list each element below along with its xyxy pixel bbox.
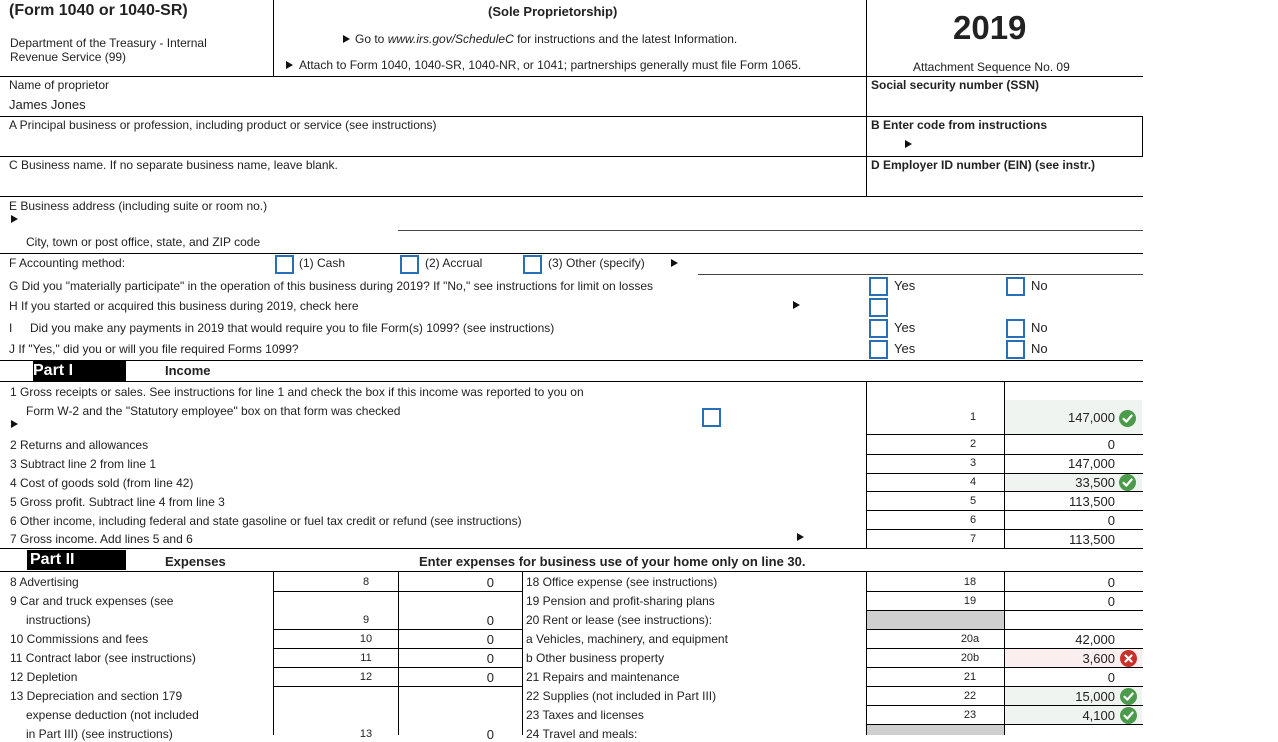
line-2-number: 2: [969, 438, 977, 450]
rule: [866, 454, 1143, 455]
line-10-label: 10 Commissions and fees: [10, 632, 149, 646]
rule: [273, 629, 522, 630]
rule: [866, 491, 1143, 492]
question-j: J If "Yes," did you or will you file required Forms 1099?: [9, 342, 299, 356]
question-g: G Did you "materially participate" in the operation of this business during 2019? If "No," see instructions for limit on losses: [9, 279, 654, 293]
rule: [866, 473, 1143, 474]
question-i: Did you make any payments in 2019 that would require you to file Form(s) 1099? (see instructions): [30, 321, 555, 335]
rule: [0, 571, 1143, 572]
arrow-icon: [793, 301, 800, 309]
line-8-number: 8: [362, 576, 370, 588]
line-23-amount[interactable]: 4,100: [1082, 708, 1115, 723]
line-3-number: 3: [969, 457, 977, 469]
line-4-amount[interactable]: 33,500: [1075, 475, 1115, 490]
line-7-number: 7: [969, 533, 977, 545]
line-20b-number: 20b: [960, 652, 980, 664]
rule: [866, 510, 1143, 511]
rule: [0, 548, 1143, 549]
error-x-icon: [1120, 650, 1137, 667]
line-22-label: 22 Supplies (not included in Part III): [526, 689, 717, 703]
goto-pre: Go to: [355, 32, 388, 46]
rule: [273, 648, 522, 649]
goto-url: www.irs.gov/ScheduleC: [387, 32, 514, 46]
g-no-checkbox[interactable]: [1006, 277, 1025, 296]
line-21-label: 21 Repairs and maintenance: [526, 670, 680, 684]
rule: [273, 686, 522, 687]
line-9-number: 9: [362, 614, 370, 626]
cash-label: (1) Cash: [299, 256, 346, 270]
line-1-number: 1: [969, 411, 977, 423]
question-i-letter: I: [9, 321, 13, 335]
ssn-label: Social security number (SSN): [871, 78, 1040, 92]
line-3-amount: 147,000: [1068, 456, 1115, 471]
accrual-label: (2) Accrual: [425, 256, 483, 270]
cash-checkbox[interactable]: [275, 255, 294, 274]
rule: [866, 381, 867, 549]
i-no-label: No: [1031, 320, 1048, 335]
rule: [0, 116, 866, 117]
j-no-label: No: [1031, 341, 1048, 356]
arrow-icon: [905, 140, 912, 148]
business-address-label: E Business address (including suite or room no.): [9, 199, 268, 213]
line-20-shaded-cell: [867, 611, 1004, 629]
identity-divider: [866, 76, 867, 196]
rule: [866, 116, 1142, 117]
line-2-amount[interactable]: 0: [1107, 437, 1115, 452]
line-5-number: 5: [969, 495, 977, 507]
goto-line: [355, 33, 737, 45]
line-11-label: 11 Contract labor (see instructions): [10, 651, 196, 665]
line-20a-label: a Vehicles, machinery, and equipment: [526, 632, 728, 646]
name-label: Name of proprietor: [9, 78, 110, 92]
line-20a-amount[interactable]: 42,000: [1075, 632, 1115, 647]
line-13-number: 13: [359, 728, 373, 740]
attachment-sequence: Attachment Sequence No. 09: [913, 60, 1070, 74]
g-yes-label: Yes: [894, 278, 916, 293]
header-divider-right: [866, 0, 867, 76]
valid-check-icon: [1120, 707, 1137, 724]
valid-check-icon: [1119, 410, 1136, 427]
goto-post: for instructions and the latest Information.: [513, 32, 738, 46]
rule: [0, 156, 1143, 157]
line-1-amount[interactable]: 147,000: [1068, 410, 1115, 425]
i-no-checkbox[interactable]: [1006, 319, 1025, 338]
j-yes-label: Yes: [894, 341, 916, 356]
rule: [866, 705, 1143, 706]
line-19-amount[interactable]: 0: [1107, 594, 1115, 609]
arrow-icon: [11, 215, 18, 223]
rule: [866, 571, 867, 735]
line-9-label-a: 9 Car and truck expenses (see: [10, 594, 174, 608]
other-method-input-line[interactable]: [698, 274, 1143, 275]
rule: [398, 571, 399, 735]
other-method-checkbox[interactable]: [523, 255, 542, 274]
other-method-label: (3) Other (specify): [548, 256, 645, 270]
line-2-label: 2 Returns and allowances: [10, 438, 149, 452]
line-6-label: 6 Other income, including federal and state gasoline or fuel tax credit or refund (see instructions): [10, 514, 522, 528]
line-20a-number: 20a: [960, 633, 980, 645]
rule: [866, 724, 1143, 725]
line-22-amount[interactable]: 15,000: [1075, 689, 1115, 704]
line-18-number: 18: [963, 576, 977, 588]
g-yes-checkbox[interactable]: [869, 277, 888, 296]
rule: [866, 686, 1143, 687]
part-1-title: Income: [165, 363, 211, 378]
line-6-amount[interactable]: 0: [1107, 513, 1115, 528]
rule: [0, 76, 1143, 77]
ein-label: D Employer ID number (EIN) (see instr.): [871, 158, 1096, 172]
line-6-number: 6: [969, 514, 977, 526]
line-9-label-b: instructions): [26, 613, 91, 627]
business-name-label: C Business name. If no separate business name, leave blank.: [9, 158, 338, 172]
line-23-number: 23: [963, 709, 977, 721]
line-24-shaded-cell: [867, 725, 1004, 735]
part-2-title: Expenses: [165, 554, 226, 569]
form-subtitle: (Sole Proprietorship): [488, 4, 618, 19]
rule: [866, 434, 1143, 435]
line-11-number: 11: [360, 652, 372, 664]
line-22-number: 22: [963, 690, 977, 702]
line-12-amount[interactable]: 0: [486, 670, 494, 685]
line-1-label-b: Form W-2 and the "Statutory employee" box on that form was checked: [26, 404, 401, 418]
city-label: City, town or post office, state, and ZIP code: [26, 235, 261, 249]
part-1-tag-text: Part I: [33, 362, 74, 379]
rule: [866, 529, 1143, 530]
statutory-employee-checkbox[interactable]: [702, 408, 721, 427]
i-yes-label: Yes: [894, 320, 916, 335]
question-h: H If you started or acquired this business during 2019, check here: [9, 299, 359, 313]
j-no-checkbox[interactable]: [1006, 340, 1025, 359]
arrow-icon: [11, 420, 18, 428]
part-2-tag: [27, 550, 126, 570]
accrual-checkbox[interactable]: [400, 255, 419, 274]
line-4-label: 4 Cost of goods sold (from line 42): [10, 476, 194, 490]
line-13-label-c: in Part III) (see instructions): [26, 727, 173, 741]
arrow-icon: [671, 259, 678, 267]
line-7-label: 7 Gross income. Add lines 5 and 6: [10, 532, 193, 546]
line-23-label: 23 Taxes and licenses: [526, 708, 644, 722]
line-21-amount[interactable]: 0: [1107, 670, 1115, 685]
line-18-label: 18 Office expense (see instructions): [526, 575, 718, 589]
part-1-tag: [33, 361, 126, 381]
home-use-note: Enter expenses for business use of your home only on line 30.: [419, 554, 806, 569]
line-19-number: 19: [963, 595, 977, 607]
line-10-number: 10: [359, 633, 373, 645]
line-10-amount[interactable]: 0: [486, 632, 494, 647]
part-2-tag-text: Part II: [30, 551, 75, 568]
line-1-label-a: 1 Gross receipts or sales. See instructions for line 1 and check the box if this income was reported to you on: [10, 385, 584, 399]
line-21-number: 21: [963, 671, 977, 683]
line-19-label: 19 Pension and profit-sharing plans: [526, 594, 715, 608]
line-20b-label: b Other business property: [526, 651, 665, 665]
rule: [522, 571, 523, 735]
line-5-amount: 113,500: [1068, 494, 1115, 509]
business-code-label: B Enter code from instructions: [871, 118, 1048, 132]
i-yes-checkbox[interactable]: [869, 319, 888, 338]
line-13-label-b: expense deduction (not included: [26, 708, 199, 722]
line-13-label-a: 13 Depreciation and section 179: [10, 689, 183, 703]
rule: [866, 629, 1143, 630]
line-9-amount[interactable]: 0: [486, 613, 494, 628]
accounting-method-label: F Accounting method:: [9, 256, 126, 270]
valid-check-icon: [1120, 688, 1137, 705]
line-3-label: 3 Subtract line 2 from line 1: [10, 457, 157, 471]
proprietor-name-field[interactable]: James Jones: [9, 97, 86, 112]
rule: [0, 253, 1143, 254]
arrow-icon: [286, 61, 293, 69]
rule: [866, 667, 1143, 668]
line-4-number: 4: [969, 476, 977, 488]
line-8-label: 8 Advertising: [10, 575, 79, 589]
form-id: (Form 1040 or 1040-SR): [9, 2, 188, 19]
line-24-label: 24 Travel and meals:: [526, 727, 638, 741]
g-no-label: No: [1031, 278, 1048, 293]
rule: [273, 571, 274, 735]
rule: [0, 196, 1143, 197]
rule: [1142, 116, 1143, 156]
rule: [273, 591, 522, 592]
line-5-label: 5 Gross profit. Subtract line 4 from line 3: [10, 495, 225, 509]
line-12-number: 12: [359, 671, 373, 683]
rule: [866, 591, 1143, 592]
line-18-amount[interactable]: 0: [1107, 575, 1115, 590]
arrow-icon: [343, 35, 350, 43]
principal-business-label: A Principal business or profession, including product or service (see instructions): [9, 118, 437, 132]
line-11-amount[interactable]: 0: [486, 651, 494, 666]
rule: [0, 381, 1143, 382]
valid-check-icon: [1119, 474, 1136, 491]
rule: [0, 360, 1143, 361]
line-20-label: 20 Rent or lease (see instructions):: [526, 613, 713, 627]
attach-line: Attach to Form 1040, 1040-SR, 1040-NR, or 1041; partnerships generally must file Form 1065.: [299, 58, 802, 72]
address-input-line[interactable]: [398, 230, 1143, 231]
h-started-checkbox[interactable]: [869, 298, 888, 317]
rule: [273, 667, 522, 668]
dept-line-1: Department of the Treasury - Internal: [10, 36, 207, 50]
dept-line-2: Revenue Service (99): [10, 50, 127, 64]
header-divider-left: [273, 0, 274, 76]
line-7-amount: 113,500: [1068, 532, 1115, 547]
rule: [866, 610, 1143, 611]
tax-year: 2019: [953, 9, 1027, 46]
line-12-label: 12 Depletion: [10, 670, 78, 684]
rule: [866, 648, 1143, 649]
j-yes-checkbox[interactable]: [869, 340, 888, 359]
line-20b-amount[interactable]: 3,600: [1082, 651, 1115, 666]
line-13-amount[interactable]: 0: [486, 727, 494, 742]
line-8-amount[interactable]: 0: [486, 575, 494, 590]
arrow-icon: [797, 533, 804, 541]
